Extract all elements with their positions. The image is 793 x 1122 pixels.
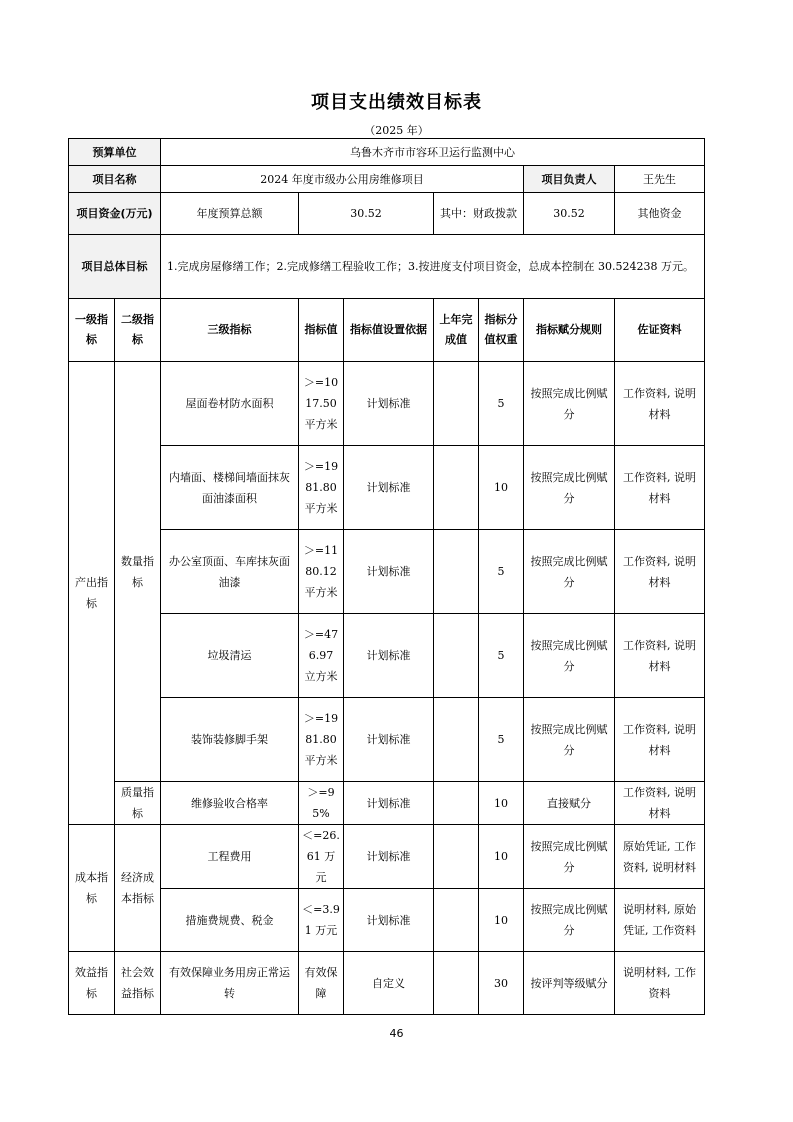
indicator-rule: 按照完成比例赋分 — [524, 889, 615, 952]
project-leader-value: 王先生 — [615, 166, 705, 193]
indicator-rule: 按照完成比例赋分 — [524, 698, 615, 782]
indicator-value: 有效保障 — [299, 952, 344, 1015]
indicator-basis: 计划标准 — [344, 530, 434, 614]
indicator-weight: 30 — [479, 952, 524, 1015]
indicator-rule: 按照完成比例赋分 — [524, 446, 615, 530]
indicator-value: ＞=476.97 立方米 — [299, 614, 344, 698]
budget-unit-label: 预算单位 — [69, 139, 161, 166]
indicator-weight: 5 — [479, 530, 524, 614]
indicator-basis: 计划标准 — [344, 362, 434, 446]
group-economic-cost: 经济成本指标 — [115, 825, 161, 952]
indicator-weight: 5 — [479, 698, 524, 782]
indicator-basis: 计划标准 — [344, 446, 434, 530]
indicator-weight: 5 — [479, 614, 524, 698]
table-row — [69, 446, 705, 530]
header-level3: 三级指标 — [161, 299, 299, 362]
indicator-value: ＜=26.61 万元 — [299, 825, 344, 889]
indicator-name: 屋面卷材防水面积 — [161, 362, 299, 446]
group-output: 产出指标 — [69, 362, 115, 825]
indicator-value: ＞=1180.12 平方米 — [299, 530, 344, 614]
overall-goal-value: 1.完成房屋修缮工作；2.完成修缮工程验收工作；3.按进度支付项目资金，总成本控制在 30.524238 万元。 — [161, 235, 705, 299]
page-number: 46 — [389, 1027, 404, 1040]
indicator-basis: 自定义 — [344, 952, 434, 1015]
indicator-rule: 按照完成比例赋分 — [524, 362, 615, 446]
indicator-evidence: 工作资料, 说明材料 — [615, 446, 705, 530]
row-project-name — [69, 166, 705, 193]
header-evidence: 佐证资料 — [615, 299, 705, 362]
indicator-name: 内墙面、楼梯间墙面抹灰面油漆面积 — [161, 446, 299, 530]
group-quantity: 数量指标 — [115, 362, 161, 782]
header-level2: 二级指标 — [115, 299, 161, 362]
indicator-rule: 按照完成比例赋分 — [524, 614, 615, 698]
indicator-weight: 10 — [479, 782, 524, 825]
indicator-evidence: 工作资料, 说明材料 — [615, 362, 705, 446]
indicator-last-year — [434, 825, 479, 889]
total-budget-value: 30.52 — [299, 193, 434, 235]
row-budget-unit — [69, 139, 705, 166]
table-row — [69, 614, 705, 698]
indicator-basis: 计划标准 — [344, 614, 434, 698]
indicator-rule: 按评判等级赋分 — [524, 952, 615, 1015]
row-overall-goal — [69, 235, 705, 299]
indicator-weight: 10 — [479, 825, 524, 889]
group-benefit: 效益指标 — [69, 952, 115, 1015]
row-project-funds — [69, 193, 705, 235]
indicator-last-year — [434, 698, 479, 782]
header-rule: 指标赋分规则 — [524, 299, 615, 362]
indicator-last-year — [434, 614, 479, 698]
indicator-last-year — [434, 782, 479, 825]
indicator-evidence: 工作资料, 说明材料 — [615, 530, 705, 614]
indicator-name: 办公室顶面、车库抹灰面油漆 — [161, 530, 299, 614]
header-basis: 指标值设置依据 — [344, 299, 434, 362]
indicator-name: 装饰装修脚手架 — [161, 698, 299, 782]
indicator-basis: 计划标准 — [344, 825, 434, 889]
fiscal-funds-label: 其中：财政拨款 — [434, 193, 524, 235]
performance-target-table — [68, 138, 705, 1015]
document-title: 项目支出绩效目标表 — [311, 92, 482, 113]
group-cost: 成本指标 — [69, 825, 115, 952]
indicator-name: 维修验收合格率 — [161, 782, 299, 825]
total-budget-label: 年度预算总额 — [161, 193, 299, 235]
indicator-last-year — [434, 952, 479, 1015]
indicator-evidence: 说明材料, 工作资料 — [615, 952, 705, 1015]
group-quality: 质量指标 — [115, 782, 161, 825]
table-row — [69, 530, 705, 614]
indicator-name: 措施费规费、税金 — [161, 889, 299, 952]
other-funds-label: 其他资金 — [615, 193, 705, 235]
indicator-weight: 10 — [479, 889, 524, 952]
group-social-benefit: 社会效益指标 — [115, 952, 161, 1015]
table-row — [69, 825, 705, 889]
indicator-name: 工程费用 — [161, 825, 299, 889]
indicator-last-year — [434, 889, 479, 952]
row-table-header — [69, 299, 705, 362]
indicator-rule: 按照完成比例赋分 — [524, 530, 615, 614]
table-row — [69, 362, 705, 446]
indicator-evidence: 工作资料, 说明材料 — [615, 782, 705, 825]
indicator-basis: 计划标准 — [344, 698, 434, 782]
project-leader-label: 项目负责人 — [524, 166, 615, 193]
indicator-last-year — [434, 530, 479, 614]
indicator-evidence: 原始凭证, 工作资料, 说明材料 — [615, 825, 705, 889]
budget-unit-value: 乌鲁木齐市市容环卫运行监测中心 — [161, 139, 705, 166]
indicator-name: 垃圾清运 — [161, 614, 299, 698]
indicator-value: ＞=1017.50 平方米 — [299, 362, 344, 446]
indicator-value: ＞=1981.80 平方米 — [299, 446, 344, 530]
header-value: 指标值 — [299, 299, 344, 362]
header-level1: 一级指标 — [69, 299, 115, 362]
indicator-value: ＞=95% — [299, 782, 344, 825]
project-name-label: 项目名称 — [69, 166, 161, 193]
indicator-weight: 5 — [479, 362, 524, 446]
fiscal-funds-value: 30.52 — [524, 193, 615, 235]
indicator-rule: 按照完成比例赋分 — [524, 825, 615, 889]
table-row — [69, 782, 705, 825]
indicator-weight: 10 — [479, 446, 524, 530]
table-row — [69, 698, 705, 782]
indicator-value: ＜=3.91 万元 — [299, 889, 344, 952]
indicator-evidence: 工作资料, 说明材料 — [615, 614, 705, 698]
indicator-evidence: 工作资料, 说明材料 — [615, 698, 705, 782]
table-row — [69, 952, 705, 1015]
project-name-value: 2024 年度市级办公用房维修项目 — [161, 166, 524, 193]
indicator-last-year — [434, 446, 479, 530]
overall-goal-label: 项目总体目标 — [69, 235, 161, 299]
indicator-rule: 直接赋分 — [524, 782, 615, 825]
document-year: （2025 年） — [364, 124, 429, 137]
project-funds-label: 项目资金(万元) — [69, 193, 161, 235]
indicator-value: ＞=1981.80 平方米 — [299, 698, 344, 782]
indicator-basis: 计划标准 — [344, 889, 434, 952]
indicator-name: 有效保障业务用房正常运转 — [161, 952, 299, 1015]
header-weight: 指标分值权重 — [479, 299, 524, 362]
indicator-basis: 计划标准 — [344, 782, 434, 825]
indicator-evidence: 说明材料, 原始凭证, 工作资料 — [615, 889, 705, 952]
table-row — [69, 889, 705, 952]
header-last-year: 上年完成值 — [434, 299, 479, 362]
indicator-last-year — [434, 362, 479, 446]
